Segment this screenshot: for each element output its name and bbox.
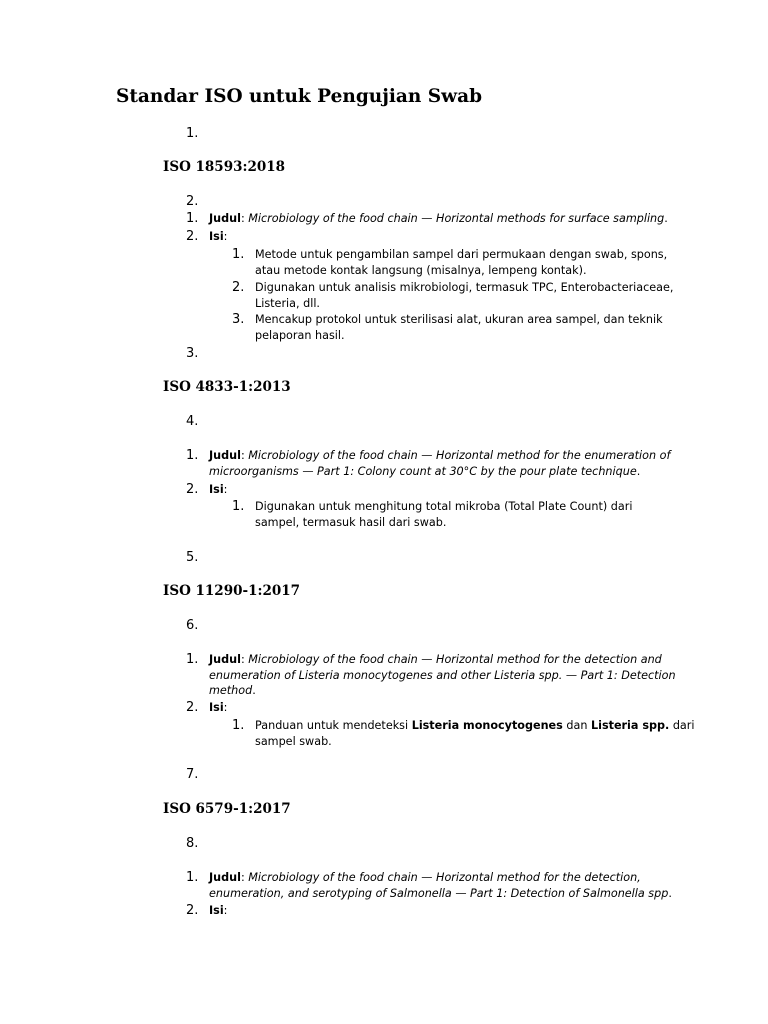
judul-text: microorganisms — Part 1: Colony count at 30°C by the pour plate technique: [209, 465, 637, 478]
list-marker: 8.: [186, 836, 199, 851]
judul-line: enumeration of Listeria monocytogenes and other Listeria spp. — Part 1: Detection: [209, 669, 676, 682]
isi-item-line: atau metode kontak langsung (misalnya, lempeng kontak).: [255, 264, 587, 277]
isi-item-line: Mencakup protokol untuk sterilisasi alat, ukuran area sampel, dan teknik: [255, 313, 663, 326]
isi-label: Isi: [209, 483, 224, 496]
colon: :: [240, 212, 249, 225]
isi-line: [209, 229, 227, 245]
isi-text: dan: [562, 719, 591, 732]
list-marker: 2.: [186, 482, 199, 497]
species-name: Listeria monocytogenes: [411, 719, 563, 732]
judul-line: [209, 652, 662, 668]
list-marker: 3.: [232, 312, 245, 327]
list-marker: 1.: [186, 652, 199, 667]
judul-end: .: [664, 212, 668, 225]
isi-label: Isi: [209, 701, 224, 714]
judul-end: .: [252, 684, 256, 697]
isi-label: Isi: [209, 904, 224, 917]
list-marker: 3.: [186, 346, 199, 361]
colon: :: [223, 483, 228, 496]
colon: :: [223, 904, 228, 917]
judul-label: Judul: [209, 449, 241, 462]
judul-line: [209, 870, 641, 886]
section-heading: ISO 4833-1:2013: [163, 379, 291, 395]
judul-end: .: [668, 887, 672, 900]
isi-item-line: sampel swab.: [255, 735, 332, 748]
list-marker: 1.: [186, 870, 199, 885]
isi-item-line: [255, 718, 695, 734]
isi-item-line: sampel, termasuk hasil dari swab.: [255, 516, 447, 529]
section-heading: ISO 18593:2018: [163, 159, 286, 175]
isi-item-line: Listeria, dll.: [255, 297, 320, 310]
judul-line: [209, 886, 672, 902]
judul-label: Judul: [209, 871, 241, 884]
list-marker: 2.: [186, 700, 199, 715]
isi-item-line: pelaporan hasil.: [255, 329, 345, 342]
judul-line: [209, 448, 670, 464]
list-marker: 2.: [186, 194, 199, 209]
isi-item-line: Digunakan untuk analisis mikrobiologi, termasuk TPC, Enterobacteriaceae,: [255, 281, 674, 294]
judul-text: Microbiology of the food chain — Horizontal method for the enumeration of: [248, 449, 671, 462]
list-marker: 1.: [232, 718, 245, 733]
judul-line: [209, 683, 256, 699]
list-marker: 2.: [232, 280, 245, 295]
colon: :: [223, 230, 228, 243]
judul-text: method: [209, 684, 253, 697]
isi-item-line: Metode untuk pengambilan sampel dari permukaan dengan swab, spons,: [255, 248, 668, 261]
list-marker: 2.: [186, 229, 199, 244]
list-marker: 1.: [186, 211, 199, 226]
isi-text: dari: [669, 719, 695, 732]
colon: :: [240, 449, 249, 462]
colon: :: [223, 701, 228, 714]
isi-label: Isi: [209, 230, 224, 243]
judul-text: Microbiology of the food chain — Horizontal method for the detection and: [248, 653, 662, 666]
isi-line: [209, 903, 227, 919]
list-marker: 6.: [186, 618, 199, 633]
isi-item-line: Digunakan untuk menghitung total mikroba (Total Plate Count) dari: [255, 500, 633, 513]
colon: :: [240, 653, 249, 666]
judul-end: .: [636, 465, 641, 478]
list-marker: 2.: [186, 903, 199, 918]
list-marker: 4.: [186, 414, 199, 429]
list-marker: 1.: [186, 448, 199, 463]
judul-label: Judul: [209, 653, 241, 666]
judul-text: Microbiology of the food chain — Horizontal method for the detection,: [248, 871, 641, 884]
document-title: Standar ISO untuk Pengujian Swab: [116, 86, 483, 107]
judul-line: [209, 464, 640, 480]
isi-line: [209, 482, 227, 498]
isi-text: Panduan untuk mendeteksi: [255, 719, 412, 732]
list-marker: 1.: [232, 247, 245, 262]
species-name: Listeria spp.: [590, 719, 670, 732]
isi-line: [209, 700, 227, 716]
judul-label: Judul: [209, 212, 241, 225]
list-marker: 1.: [186, 126, 199, 141]
judul-line: [209, 211, 668, 227]
section-heading: ISO 11290-1:2017: [163, 583, 301, 599]
colon: :: [240, 871, 249, 884]
section-heading: ISO 6579-1:2017: [163, 801, 291, 817]
judul-text: enumeration, and serotyping of Salmonella — Part 1: Detection of Salmonella spp: [209, 887, 669, 900]
judul-text: Microbiology of the food chain — Horizontal methods for surface sampling: [248, 212, 665, 225]
list-marker: 5.: [186, 550, 199, 565]
list-marker: 7.: [186, 767, 199, 782]
list-marker: 1.: [232, 499, 245, 514]
